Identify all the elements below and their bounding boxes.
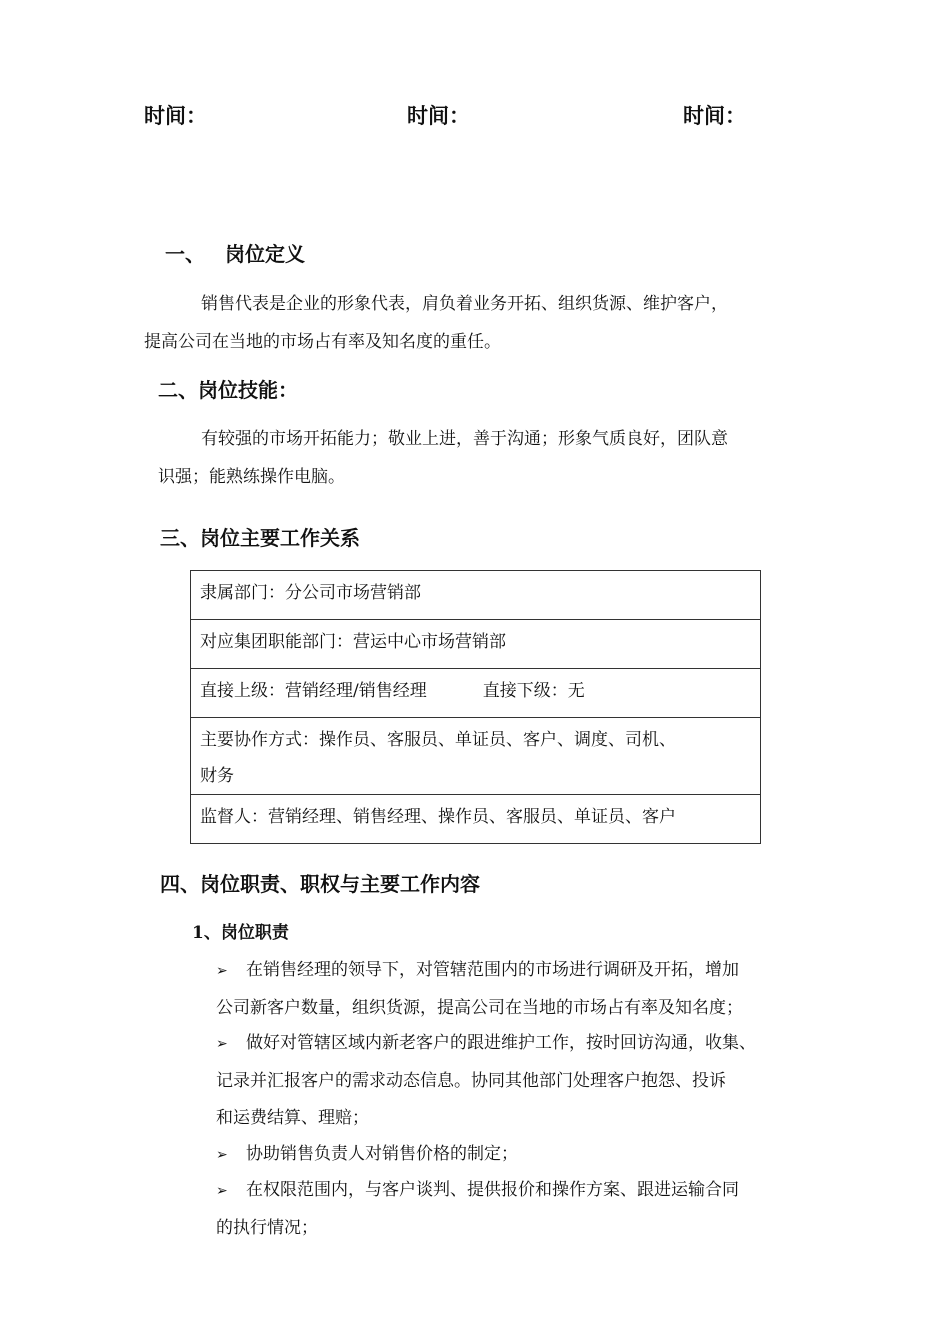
section2-line-2: 识强；能熟练操作电脑。: [158, 467, 345, 487]
table-row: [191, 620, 761, 669]
direct-subordinate: 直接下级：无: [482, 681, 585, 701]
time-label-2: 时间：: [407, 104, 470, 128]
subsection-title: 1、岗位职责: [192, 923, 289, 943]
section2-title: 二、岗位技能：: [158, 378, 298, 402]
arrow-right-icon: ➢: [216, 1183, 228, 1199]
arrow-right-icon: ➢: [216, 1036, 228, 1052]
relations-table: [190, 570, 761, 844]
section1-line-2: 提高公司在当地的市场占有率及知名度的重任。: [144, 332, 501, 352]
duty-line: 的执行情况；: [216, 1218, 318, 1238]
cooperation-line-1: 主要协作方式：操作员、客服员、单证员、客户、调度、司机、: [200, 730, 676, 750]
supervisors: 监督人：营销经理、销售经理、操作员、客服员、单证员、客户: [200, 807, 676, 827]
group-department: 对应集团职能部门：营运中心市场营销部: [200, 632, 506, 652]
duty-line: 公司新客户数量，组织货源，提高公司在当地的市场占有率及知名度；: [216, 998, 743, 1018]
duty-line: 记录并汇报客户的需求动态信息。协同其他部门处理客户抱怨、投诉: [216, 1071, 726, 1091]
time-label-3: 时间：: [683, 104, 746, 128]
section1-line-1: 销售代表是企业的形象代表，肩负着业务开拓、组织货源、维护客户，: [201, 294, 728, 314]
table-row: [191, 669, 761, 718]
table-row: [191, 718, 761, 795]
arrow-right-icon: ➢: [216, 1147, 228, 1163]
section2-line-1: 有较强的市场开拓能力；敬业上进，善于沟通；形象气质良好，团队意: [201, 429, 728, 449]
reporting-department: 隶属部门：分公司市场营销部: [200, 583, 421, 603]
section4-title: 四、岗位职责、职权与主要工作内容: [160, 872, 480, 896]
section1-title: 岗位定义: [225, 242, 305, 266]
cooperation-line-2: 财务: [200, 766, 234, 786]
table-row: [191, 571, 761, 620]
duty-bullet-2: ➢ 做好对管辖区域内新老客户的跟进维护工作，按时回访沟通，收集、: [216, 1033, 756, 1053]
direct-superior: 直接上级：营销经理/销售经理: [200, 681, 427, 701]
duty-line: 和运费结算、理赔；: [216, 1108, 369, 1128]
table-row: [191, 795, 761, 844]
time-label-1: 时间：: [144, 104, 207, 128]
duty-bullet-3: ➢ 协助销售负责人对销售价格的制定；: [216, 1144, 518, 1164]
duty-bullet-1: ➢ 在销售经理的领导下，对管辖范围内的市场进行调研及开拓，增加: [216, 960, 739, 980]
section3-title: 三、岗位主要工作关系: [160, 526, 360, 550]
arrow-right-icon: ➢: [216, 963, 228, 979]
section1-number: 一、: [165, 242, 205, 266]
duty-bullet-4: ➢ 在权限范围内，与客户谈判、提供报价和操作方案、跟进运输合同: [216, 1180, 739, 1200]
